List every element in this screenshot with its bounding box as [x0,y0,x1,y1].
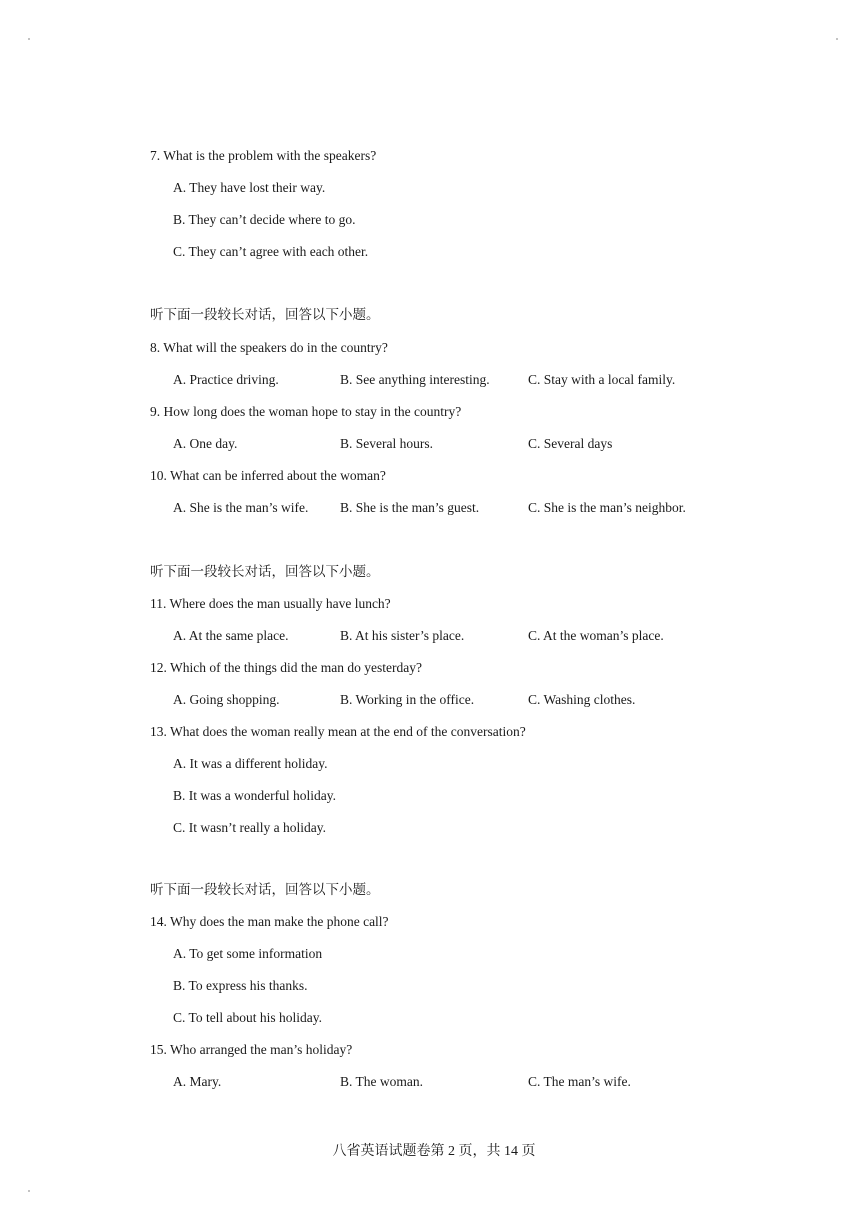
question-11-option-c: C. At the woman’s place. [528,628,664,643]
section-instruction-2: 听下面一段较长对话，回答以下小题。 [150,564,380,579]
question-9-option-b: B. Several hours. [340,436,433,451]
question-15-option-b: B. The woman. [340,1074,423,1089]
question-8-stem: 8. What will the speakers do in the country? [150,340,388,355]
page-footer: 八省英语试题卷第 2 页，共 14 页 [332,1144,536,1159]
question-10-option-c: C. She is the man’s neighbor. [528,500,686,515]
question-7-stem: 7. What is the problem with the speakers? [150,148,377,163]
question-7-option-a: A. They have lost their way. [173,180,326,195]
scan-speck [28,1190,30,1192]
question-9-option-c: C. Several days [528,436,613,451]
question-9-stem: 9. How long does the woman hope to stay in the country? [150,404,462,419]
scan-speck [28,38,30,40]
section-instruction-3: 听下面一段较长对话，回答以下小题。 [150,882,380,897]
question-8-option-c: C. Stay with a local family. [528,372,676,387]
section-instruction-1: 听下面一段较长对话，回答以下小题。 [150,307,380,322]
question-13-option-b: B. It was a wonderful holiday. [173,788,336,803]
question-13-stem: 13. What does the woman really mean at the end of the conversation? [150,724,526,739]
question-12-option-c: C. Washing clothes. [528,692,636,707]
question-14-option-b: B. To express his thanks. [173,978,308,993]
question-15-stem: 15. Who arranged the man’s holiday? [150,1042,353,1057]
question-15-option-c: C. The man’s wife. [528,1074,631,1089]
question-12-option-a: A. Going shopping. [173,692,280,707]
question-10-option-b: B. She is the man’s guest. [340,500,480,515]
question-9-option-a: A. One day. [173,436,238,451]
question-11-option-a: A. At the same place. [173,628,289,643]
question-11-option-b: B. At his sister’s place. [340,628,465,643]
question-15-option-a: A. Mary. [173,1074,222,1089]
question-13-option-a: A. It was a different holiday. [173,756,328,771]
question-14-option-c: C. To tell about his holiday. [173,1010,323,1025]
question-8-option-a: A. Practice driving. [173,372,279,387]
question-13-option-c: C. It wasn’t really a holiday. [173,820,326,835]
question-10-option-a: A. She is the man’s wife. [173,500,309,515]
question-11-stem: 11. Where does the man usually have lunch? [150,596,391,611]
question-7-option-b: B. They can’t decide where to go. [173,212,356,227]
question-12-option-b: B. Working in the office. [340,692,475,707]
question-14-option-a: A. To get some information [173,946,323,961]
question-8-option-b: B. See anything interesting. [340,372,490,387]
scan-speck [836,38,838,40]
question-14-stem: 14. Why does the man make the phone call? [150,914,389,929]
question-7-option-c: C. They can’t agree with each other. [173,244,369,259]
question-10-stem: 10. What can be inferred about the woman? [150,468,386,483]
question-12-stem: 12. Which of the things did the man do yesterday? [150,660,422,675]
